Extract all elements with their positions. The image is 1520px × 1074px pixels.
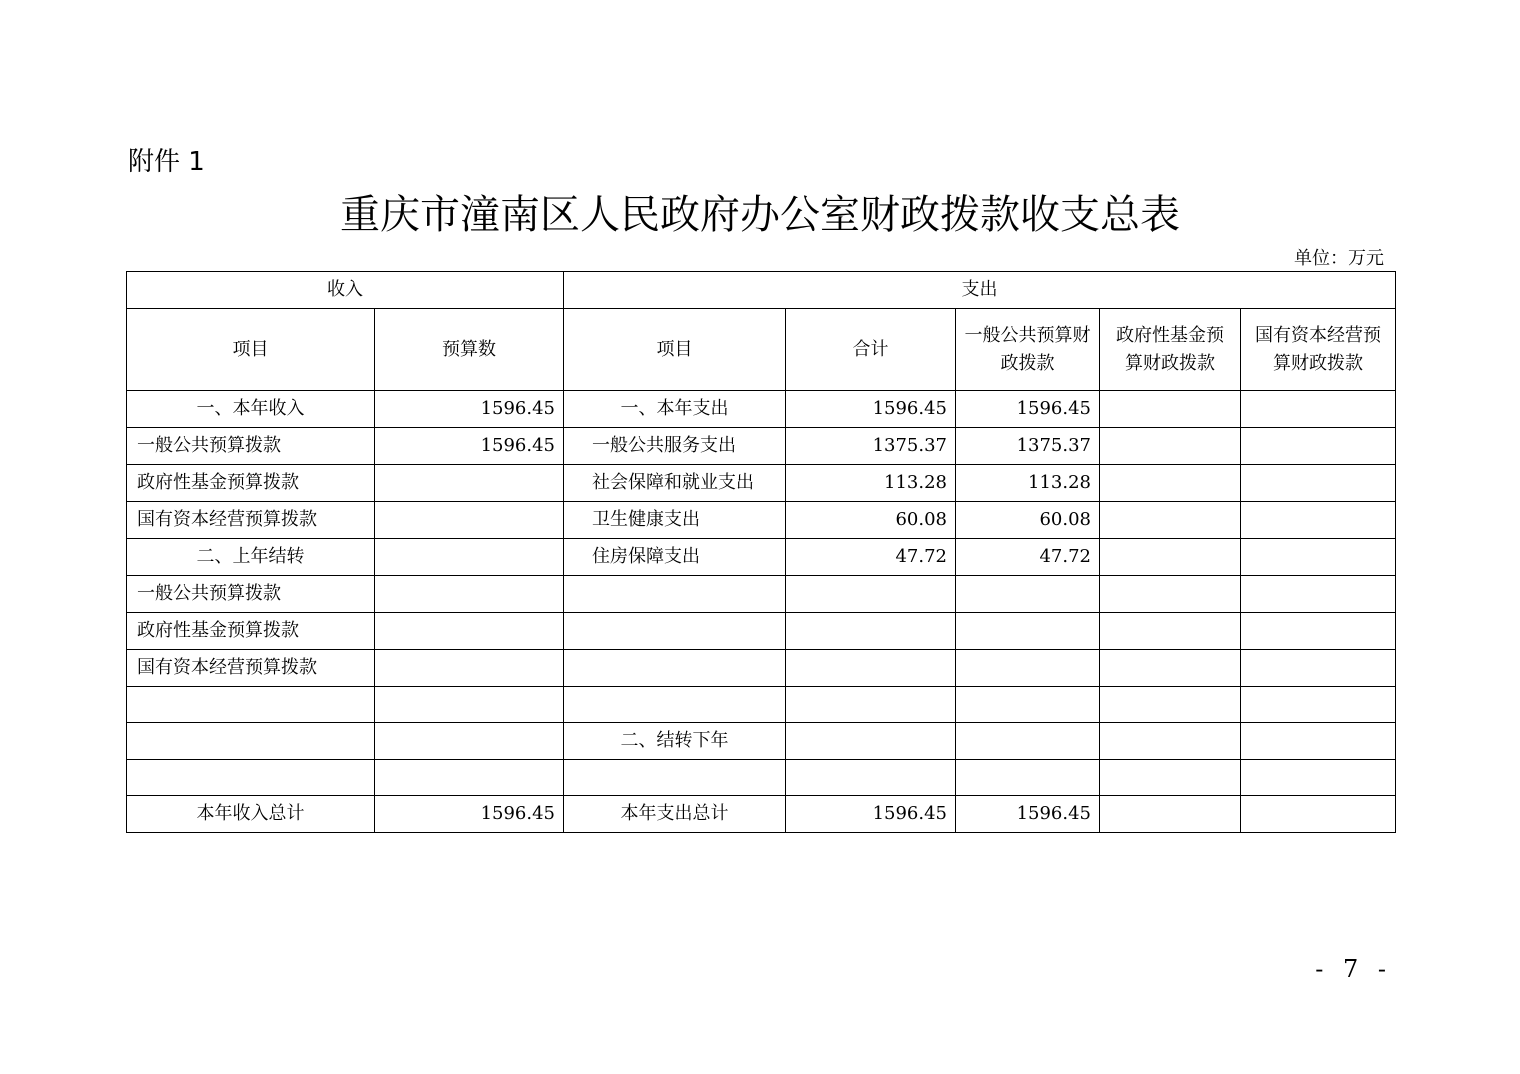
table-cell: 国有资本经营预算拨款	[127, 650, 375, 687]
table-cell	[1100, 539, 1241, 576]
table-cell: 113.28	[956, 465, 1100, 502]
column-header: 国有资本经营预算财政拨款	[1241, 309, 1396, 391]
table-cell	[1100, 723, 1241, 760]
table-cell	[564, 760, 786, 796]
table-cell	[564, 687, 786, 723]
page-number: - 7 -	[1315, 955, 1392, 983]
table-cell: 住房保障支出	[564, 539, 786, 576]
table-cell	[956, 613, 1100, 650]
table-cell	[786, 613, 956, 650]
table-cell	[1100, 796, 1241, 833]
table-cell: 二、结转下年	[564, 723, 786, 760]
table-cell	[1100, 613, 1241, 650]
expense-group-header: 支出	[564, 272, 1396, 309]
table-row	[127, 723, 1396, 760]
table-cell	[956, 760, 1100, 796]
table-cell: 二、上年结转	[127, 539, 375, 576]
attachment-label: 附件 1	[128, 147, 205, 177]
table-row	[127, 428, 1396, 465]
table-cell	[375, 723, 564, 760]
table-cell	[956, 650, 1100, 687]
table-cell	[375, 760, 564, 796]
column-header-row	[127, 309, 1396, 391]
table-cell: 政府性基金预算拨款	[127, 465, 375, 502]
table-cell: 一般公共服务支出	[564, 428, 786, 465]
table-cell: 卫生健康支出	[564, 502, 786, 539]
column-header: 项目	[127, 309, 375, 391]
table-row	[127, 465, 1396, 502]
table-cell	[375, 465, 564, 502]
table-cell: 1596.45	[956, 391, 1100, 428]
table-cell	[1241, 723, 1396, 760]
column-header: 一般公共预算财政拨款	[956, 309, 1100, 391]
table-cell	[1100, 391, 1241, 428]
table-cell	[1241, 796, 1396, 833]
table-row	[127, 502, 1396, 539]
table-cell: 113.28	[786, 465, 956, 502]
table-cell: 政府性基金预算拨款	[127, 613, 375, 650]
table-cell	[375, 539, 564, 576]
table-cell	[1100, 687, 1241, 723]
table-cell	[1241, 687, 1396, 723]
table-cell	[564, 650, 786, 687]
table-cell	[1241, 465, 1396, 502]
table-cell: 一般公共预算拨款	[127, 428, 375, 465]
table-cell	[375, 650, 564, 687]
table-cell	[1241, 576, 1396, 613]
table-cell	[1100, 465, 1241, 502]
table-cell	[1241, 502, 1396, 539]
table-cell: 1596.45	[375, 391, 564, 428]
table-cell	[375, 502, 564, 539]
table-cell	[956, 723, 1100, 760]
table-cell	[1100, 650, 1241, 687]
table-row	[127, 391, 1396, 428]
table-cell	[375, 576, 564, 613]
table-cell	[127, 687, 375, 723]
table-row	[127, 796, 1396, 833]
table-cell	[375, 687, 564, 723]
table-cell	[786, 760, 956, 796]
table-cell: 1596.45	[786, 391, 956, 428]
table-cell: 47.72	[786, 539, 956, 576]
table-cell: 本年支出总计	[564, 796, 786, 833]
table-cell	[1241, 613, 1396, 650]
table-cell	[127, 723, 375, 760]
table-cell	[1241, 391, 1396, 428]
unit-label: 单位：万元	[1294, 248, 1384, 269]
table-cell	[564, 576, 786, 613]
table-cell	[1100, 502, 1241, 539]
table-cell	[786, 650, 956, 687]
table-row	[127, 613, 1396, 650]
column-header: 合计	[786, 309, 956, 391]
table-cell: 一、本年收入	[127, 391, 375, 428]
income-group-header: 收入	[127, 272, 564, 309]
table-cell: 一般公共预算拨款	[127, 576, 375, 613]
table-cell	[127, 760, 375, 796]
column-header: 预算数	[375, 309, 564, 391]
table-row	[127, 539, 1396, 576]
table-cell: 1596.45	[375, 796, 564, 833]
table-cell	[1241, 650, 1396, 687]
table-row	[127, 760, 1396, 796]
table-cell	[564, 613, 786, 650]
table-cell: 60.08	[786, 502, 956, 539]
table-cell: 1596.45	[786, 796, 956, 833]
column-header: 项目	[564, 309, 786, 391]
table-cell: 国有资本经营预算拨款	[127, 502, 375, 539]
table-row	[127, 576, 1396, 613]
table-cell: 社会保障和就业支出	[564, 465, 786, 502]
table-body	[127, 391, 1396, 833]
table-cell	[1100, 428, 1241, 465]
table-cell: 一、本年支出	[564, 391, 786, 428]
table-cell	[786, 687, 956, 723]
table-cell	[1241, 760, 1396, 796]
table-cell	[956, 687, 1100, 723]
table-cell: 1596.45	[375, 428, 564, 465]
table-cell: 1375.37	[956, 428, 1100, 465]
table-cell	[1100, 760, 1241, 796]
table-cell	[786, 723, 956, 760]
table-cell	[956, 576, 1100, 613]
group-header-row	[127, 272, 1396, 309]
table-cell: 47.72	[956, 539, 1100, 576]
table-cell	[1241, 539, 1396, 576]
budget-table	[126, 271, 1396, 833]
table-row	[127, 650, 1396, 687]
table-cell	[786, 576, 956, 613]
table-cell	[375, 613, 564, 650]
table-cell	[1100, 576, 1241, 613]
table-row	[127, 687, 1396, 723]
table-cell: 60.08	[956, 502, 1100, 539]
table-cell: 1596.45	[956, 796, 1100, 833]
table-cell: 本年收入总计	[127, 796, 375, 833]
column-header: 政府性基金预算财政拨款	[1100, 309, 1241, 391]
page-title: 重庆市潼南区人民政府办公室财政拨款收支总表	[340, 192, 1180, 238]
table-cell: 1375.37	[786, 428, 956, 465]
table-cell	[1241, 428, 1396, 465]
